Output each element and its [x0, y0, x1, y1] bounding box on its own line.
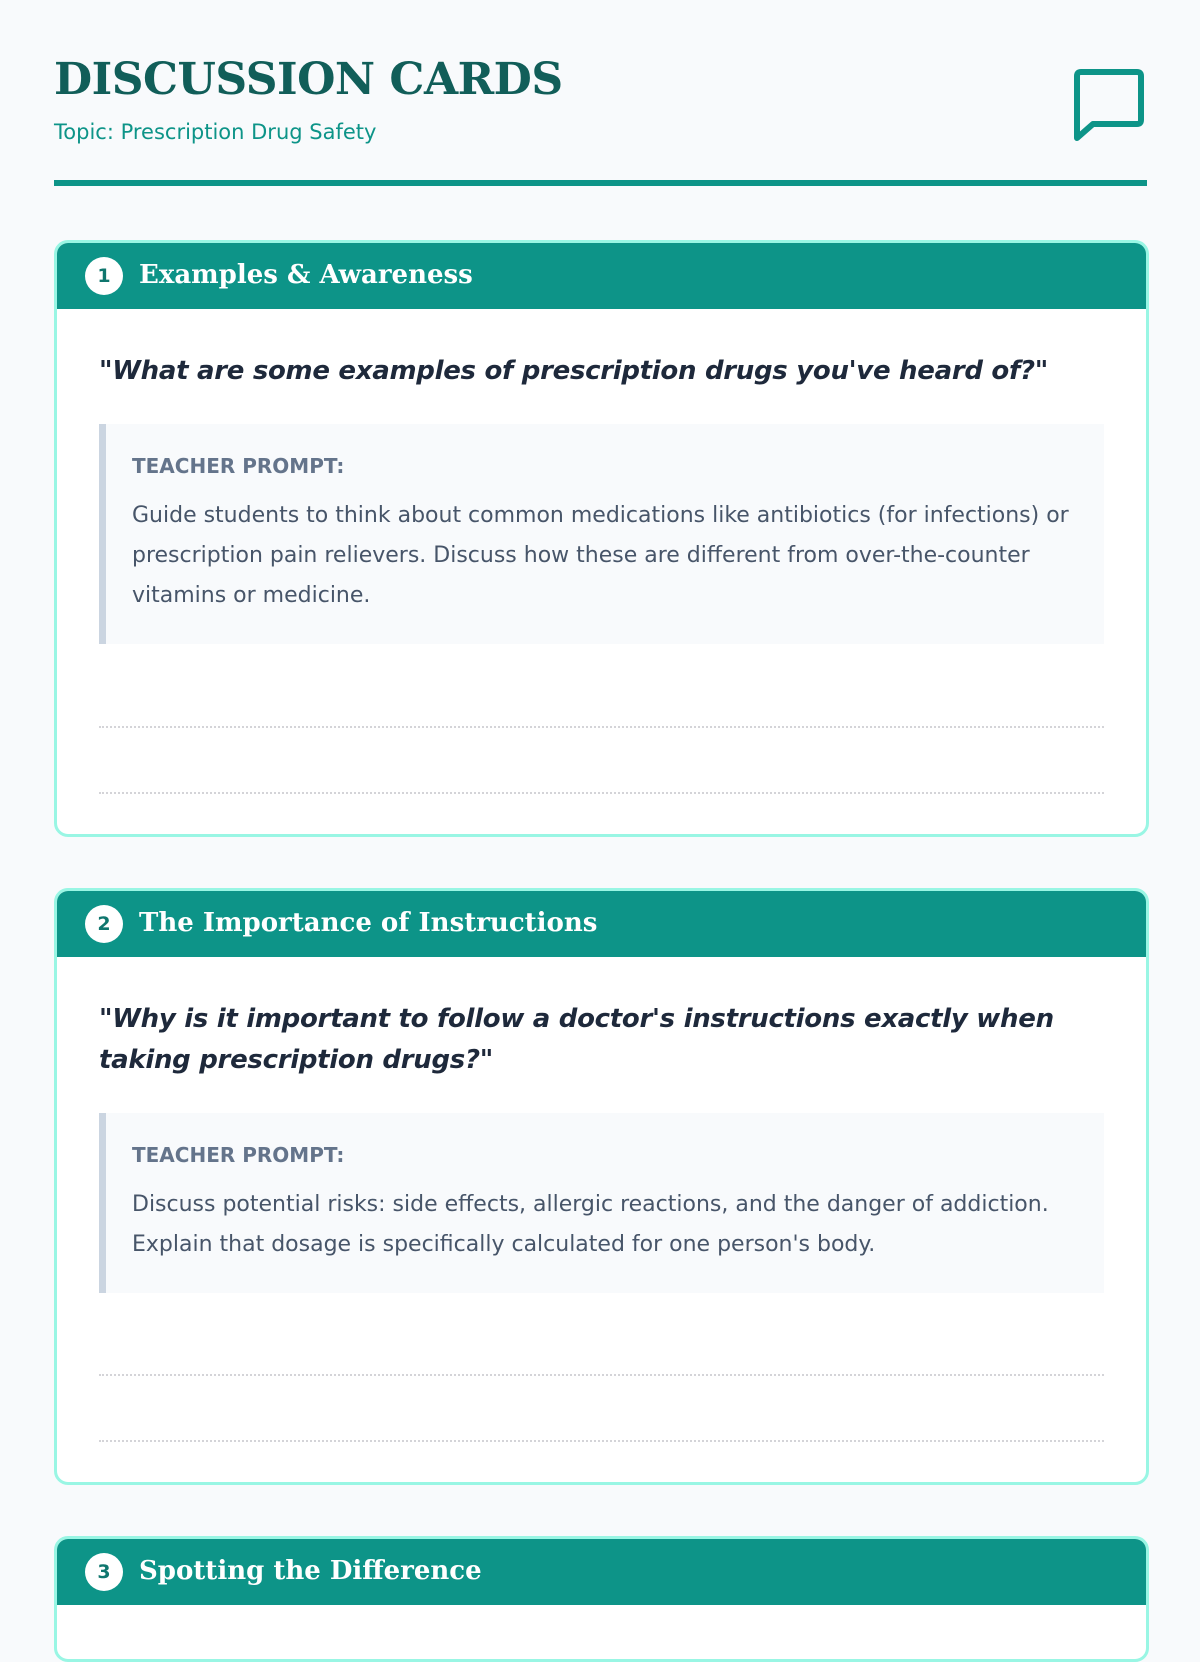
card-title: Examples & Awareness	[139, 260, 473, 290]
discussion-cards-page	[54, 0, 1147, 1586]
card-header	[57, 891, 1146, 957]
card-header	[57, 1539, 1146, 1605]
teacher-prompt-box	[99, 1113, 1104, 1293]
card-title: The Importance of Instructions	[139, 908, 598, 938]
teacher-prompt-text: Discuss potential risks: side effects, allergic reactions, and the danger of addiction. Explain that dosage is specifically calculated for one person's body.	[132, 1192, 1049, 1257]
teacher-prompt-label: TEACHER PROMPT:	[132, 1143, 345, 1167]
teacher-prompt-label: TEACHER PROMPT:	[132, 454, 345, 478]
discussion-question: "Why is it important to follow a doctor's instructions exactly when taking prescription drugs?"	[99, 1004, 1054, 1075]
answer-line[interactable]	[99, 1440, 1104, 1442]
answer-line[interactable]	[99, 726, 1104, 728]
card-title: Spotting the Difference	[139, 1556, 482, 1586]
teacher-prompt-box	[99, 424, 1104, 644]
answer-line[interactable]	[99, 792, 1104, 794]
card-body	[99, 957, 1104, 1293]
page-header	[54, 0, 1147, 187]
discussion-question: "What are some examples of prescription drugs you've heard of?"	[99, 356, 1049, 386]
card-number-badge: 1	[85, 257, 123, 295]
header-divider	[54, 180, 1147, 186]
discussion-card-1	[54, 240, 1149, 837]
page-subtitle: Topic: Prescription Drug Safety	[54, 120, 377, 144]
discussion-card-3	[54, 1536, 1149, 1662]
chat-bubble-icon	[1071, 68, 1147, 144]
card-body	[99, 309, 1104, 644]
teacher-prompt-text: Guide students to think about common medications like antibiotics (for infections) or prescription pain relievers. Discuss how these are different from over-the-counter vitamins or medicine.	[132, 503, 1069, 608]
card-number-badge: 2	[85, 905, 123, 943]
discussion-card-2	[54, 888, 1149, 1485]
card-number-badge: 3	[85, 1553, 123, 1591]
card-header	[57, 243, 1146, 309]
answer-line[interactable]	[99, 1374, 1104, 1376]
page-title: DISCUSSION CARDS	[54, 54, 563, 105]
